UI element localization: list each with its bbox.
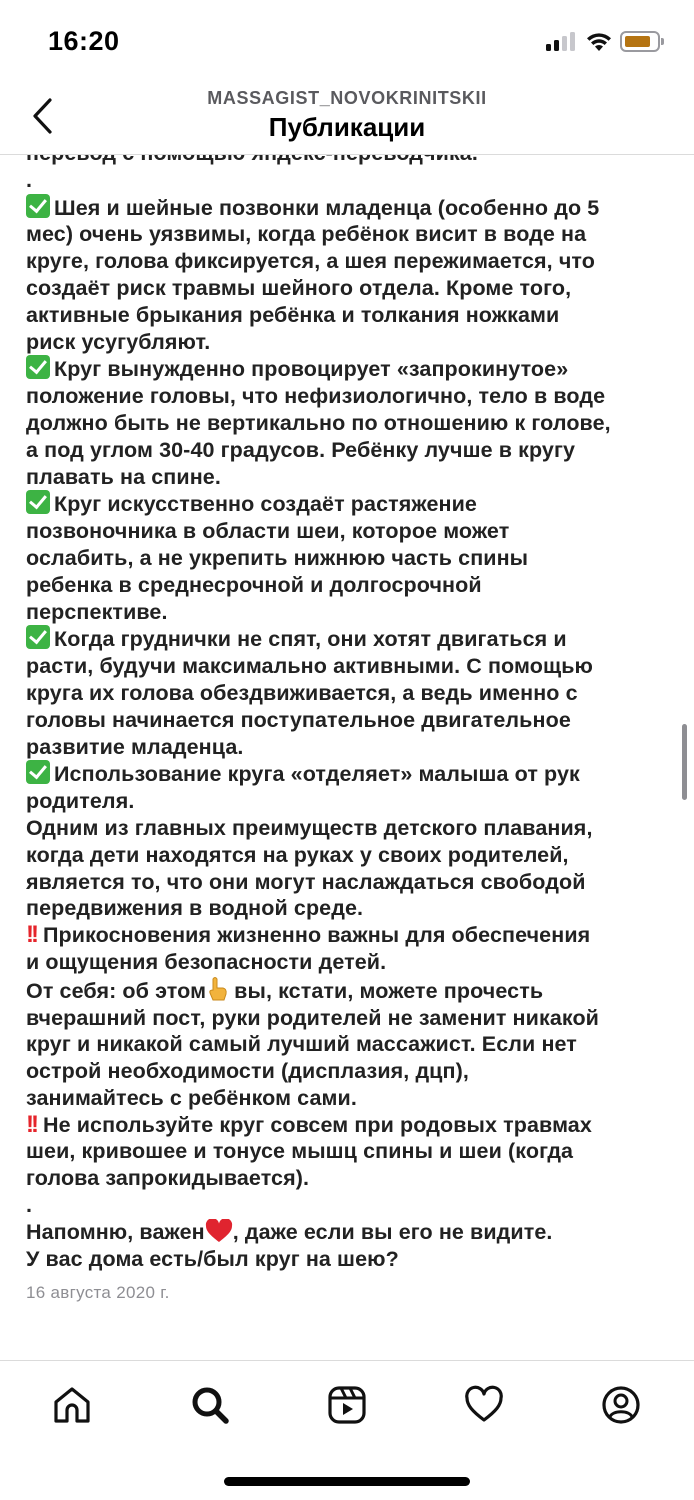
caption-line	[26, 518, 668, 545]
caption-line	[26, 1165, 668, 1192]
caption-line-text: голова запрокидывается).	[26, 1166, 310, 1191]
battery-icon	[620, 31, 664, 52]
caption-line-text: .	[26, 1193, 33, 1218]
caption-line-text: Круг вынужденно провоцирует «запрокинутое»	[54, 357, 569, 382]
caption-line-text: развитие младенца.	[26, 734, 244, 759]
caption-line-text: вчерашний пост, руки родителей не заменит никакой	[26, 1005, 600, 1030]
caption-line	[26, 329, 668, 356]
caption-line-text: Не используйте круг совсем при родовых травмах	[42, 1112, 592, 1137]
caption-line	[26, 976, 668, 1005]
caption-line	[26, 490, 668, 518]
caption-line-text: и ощущения безопасности детей.	[26, 949, 387, 974]
caption-line-text: ослабить, а не укрепить нижнюю часть спины	[26, 545, 529, 570]
caption-line-text: передвижения в водной среде.	[26, 896, 364, 921]
home-icon	[51, 1384, 93, 1426]
caption-line	[26, 869, 668, 896]
caption-line-text: Использование круга «отделяет» малыша от рук	[54, 762, 580, 787]
caption-line-text: Круг искусственно создаёт растяжение	[54, 492, 477, 517]
header-username[interactable]: MASSAGIST_NOVOKRINITSKII	[207, 88, 487, 108]
reels-icon	[326, 1384, 368, 1426]
caption-line-text: родителя.	[26, 789, 135, 814]
caption-line-text: вы, кстати, можете прочесть	[228, 978, 544, 1003]
header	[0, 84, 694, 154]
caption-line-text: Одним из главных преимуществ детского плавания,	[26, 815, 593, 840]
caption-line-text: плавать на спине.	[26, 464, 221, 489]
post-caption-area	[0, 140, 694, 1360]
caption-line-text: ребенка в среднесрочной и долгосрочной	[26, 572, 482, 597]
caption-line	[26, 410, 668, 437]
caption-line	[26, 734, 668, 761]
caption-line-text: Шея и шейные позвонки младенца (особенно до 5	[54, 195, 600, 220]
caption-line	[26, 1219, 668, 1246]
red-heart-icon	[205, 1219, 233, 1243]
nav-activity[interactable]	[460, 1381, 508, 1429]
post-caption	[0, 140, 694, 1307]
caption-line	[26, 760, 668, 788]
caption-line-text: Напомню, важен	[26, 1219, 205, 1244]
caption-line	[26, 1192, 668, 1219]
caption-line-text: должно быть не вертикально по отношению к голове,	[26, 410, 611, 435]
caption-line	[26, 1138, 668, 1165]
caption-line	[26, 383, 668, 410]
caption-line	[26, 1031, 668, 1058]
caption-line-text: шеи, кривошее и тонусе мышц спины и шеи (когда	[26, 1139, 574, 1164]
caption-line-text: перспективе.	[26, 599, 168, 624]
caption-line	[26, 221, 668, 248]
caption-line	[26, 437, 668, 464]
check-mark-icon	[26, 355, 50, 379]
caption-line	[26, 275, 668, 302]
caption-line-text: активные брыкания ребёнка и толкания ножками	[26, 302, 560, 327]
caption-line-text: головы начинается поступательное двигательное	[26, 707, 571, 732]
home-indicator	[224, 1477, 470, 1486]
caption-line-text: а под углом 30-40 градусов. Ребёнку лучше в кругу	[26, 437, 576, 462]
caption-line-text: когда дети находятся на руках у своих родителей,	[26, 842, 569, 867]
caption-line	[26, 788, 668, 815]
wifi-icon	[586, 30, 612, 52]
caption-line-text: круге, голова фиксируется, а шея пережимается, что	[26, 249, 595, 274]
caption-line-text: позвоночника в области шеи, которое может	[26, 519, 510, 544]
caption-line	[26, 464, 668, 491]
caption-line	[26, 167, 668, 194]
caption-line	[26, 1246, 668, 1273]
check-mark-icon	[26, 760, 50, 784]
post-date: 16 августа 2020 г.	[26, 1283, 170, 1303]
check-mark-icon	[26, 490, 50, 514]
bottom-nav	[0, 1361, 694, 1500]
caption-line-text: острой необходимости (дисплазия, дцп),	[26, 1059, 469, 1084]
caption-line-text: круга их голова обездвиживается, а ведь именно с	[26, 680, 578, 705]
status-time: 16:20	[48, 26, 120, 56]
scroll-indicator[interactable]	[682, 724, 687, 800]
caption-line	[26, 707, 668, 734]
caption-line-text: положение головы, что нефизиологично, тело в воде	[26, 384, 606, 409]
caption-line	[26, 1058, 668, 1085]
caption-line-text: является то, что они могут наслаждаться свободой	[26, 869, 586, 894]
caption-line	[26, 842, 668, 869]
caption-line	[26, 1005, 668, 1032]
caption-line-text: Когда груднички не спят, они хотят двигаться и	[54, 627, 567, 652]
nav-search[interactable]	[186, 1381, 234, 1429]
caption-line-text: расти, будучи максимально активными. С помощью	[26, 654, 593, 679]
caption-line	[26, 194, 668, 222]
double-exclamation-icon: !!	[26, 1110, 36, 1138]
caption-line-text: создаёт риск травмы шейного отдела. Кроме того,	[26, 275, 572, 300]
caption-line	[26, 949, 668, 976]
caption-line	[26, 572, 668, 599]
caption-line	[26, 355, 668, 383]
status-bar	[0, 0, 694, 84]
caption-line-text: У вас дома есть/был круг на шею?	[26, 1246, 399, 1271]
pointing-up-icon	[206, 976, 228, 1002]
page-title: Публикации	[268, 112, 426, 142]
caption-line	[26, 680, 668, 707]
caption-line-text: мес) очень уязвимы, когда ребёнок висит в воде на	[26, 222, 587, 247]
caption-line-text: От себя: об этом	[26, 978, 207, 1003]
caption-line-text: круг и никакой самый лучший массажист. Если нет	[26, 1032, 577, 1057]
profile-icon	[600, 1384, 642, 1426]
caption-line-text: .	[26, 167, 33, 192]
caption-line	[26, 895, 668, 922]
caption-line-text: риск усугубляют.	[26, 329, 211, 354]
check-mark-icon	[26, 625, 50, 649]
caption-line	[26, 815, 668, 842]
caption-line	[26, 1112, 668, 1139]
nav-home[interactable]	[48, 1381, 96, 1429]
heart-icon	[463, 1384, 505, 1426]
caption-line-text: Прикосновения жизненно важны для обеспечения	[42, 923, 591, 948]
caption-line	[26, 248, 668, 275]
caption-line-text: занимайтесь с ребёнком сами.	[26, 1085, 357, 1110]
nav-reels[interactable]	[323, 1381, 371, 1429]
header-divider	[0, 154, 694, 155]
caption-line	[26, 1085, 668, 1112]
caption-line	[26, 302, 668, 329]
caption-line	[26, 545, 668, 572]
caption-line	[26, 922, 668, 949]
check-mark-icon	[26, 194, 50, 218]
cellular-signal-icon	[546, 33, 578, 51]
caption-line	[26, 625, 668, 653]
nav-profile[interactable]	[597, 1381, 645, 1429]
double-exclamation-icon: !!	[26, 921, 36, 949]
caption-line	[26, 599, 668, 626]
caption-line	[26, 653, 668, 680]
search-icon	[189, 1384, 231, 1426]
caption-line-text: , даже если вы его не видите.	[232, 1219, 553, 1244]
